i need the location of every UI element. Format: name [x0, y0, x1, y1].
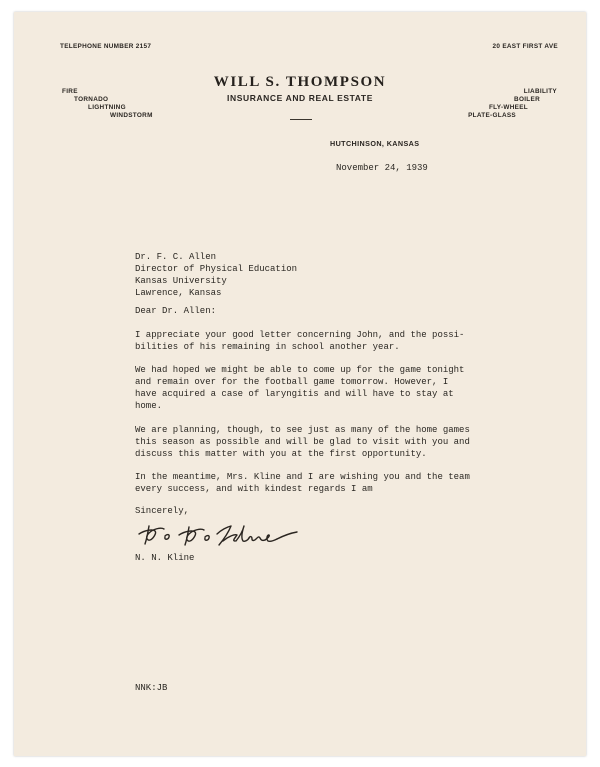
address-line: 20 EAST FIRST AVE — [492, 43, 558, 50]
body-line: and remain over for the football game tomorrow. However, I — [135, 377, 449, 387]
recipient-line: Dr. F. C. Allen — [135, 252, 217, 262]
signature-name: N. N. Kline — [135, 553, 195, 563]
body-line: I appreciate your good letter concerning John, and the possi- — [135, 330, 465, 340]
body-line: discuss this matter with you at the first opportunity. — [135, 449, 427, 459]
coverage-left-2: TORNADO — [74, 96, 109, 103]
body-line: bilities of his remaining in school another year. — [135, 342, 400, 352]
closing: Sincerely, — [135, 506, 190, 516]
recipient-line: Lawrence, Kansas — [135, 288, 222, 298]
paragraph-4 — [135, 471, 470, 495]
city-line: HUTCHINSON, KANSAS — [330, 139, 420, 148]
coverage-right-1: LIABILITY — [523, 88, 557, 95]
body-line: home. — [135, 401, 163, 411]
body-line: We are planning, though, to see just as many of the home games — [135, 425, 470, 435]
coverage-left-1: FIRE — [62, 88, 78, 95]
paragraph-3 — [135, 424, 470, 460]
recipient-address — [135, 251, 297, 299]
recipient-line: Director of Physical Education — [135, 264, 298, 274]
body-line: In the meantime, Mrs. Kline and I are wishing you and the team — [135, 472, 470, 482]
firm-name: WILL S. THOMPSON — [213, 74, 387, 90]
recipient-line: Kansas University — [135, 276, 227, 286]
body-line: this season as possible and will be glad to visit with you and — [135, 437, 470, 447]
letter-page — [14, 12, 586, 756]
letterhead-divider — [290, 119, 312, 120]
body-line: every success, and with kindest regards I am — [135, 484, 373, 494]
paragraph-2 — [135, 364, 464, 412]
letter-date: November 24, 1939 — [336, 163, 428, 173]
salutation: Dear Dr. Allen: — [135, 306, 217, 316]
handwritten-signature — [131, 514, 321, 554]
body-line: have acquired a case of laryngitis and will have to stay at — [135, 389, 454, 399]
coverage-left-3: LIGHTNING — [88, 104, 126, 111]
coverage-right-2: BOILER — [514, 96, 540, 103]
coverage-right-4: PLATE-GLASS — [468, 112, 516, 119]
telephone-line: TELEPHONE NUMBER 2157 — [60, 43, 152, 50]
firm-subtitle: INSURANCE AND REAL ESTATE — [227, 93, 373, 103]
coverage-right-3: FLY-WHEEL — [488, 104, 528, 111]
body-line: We had hoped we might be able to come up for the game tonight — [135, 365, 465, 375]
paragraph-1 — [135, 329, 464, 353]
coverage-left-4: WINDSTORM — [110, 112, 153, 119]
reference-initials: NNK:JB — [135, 683, 168, 693]
